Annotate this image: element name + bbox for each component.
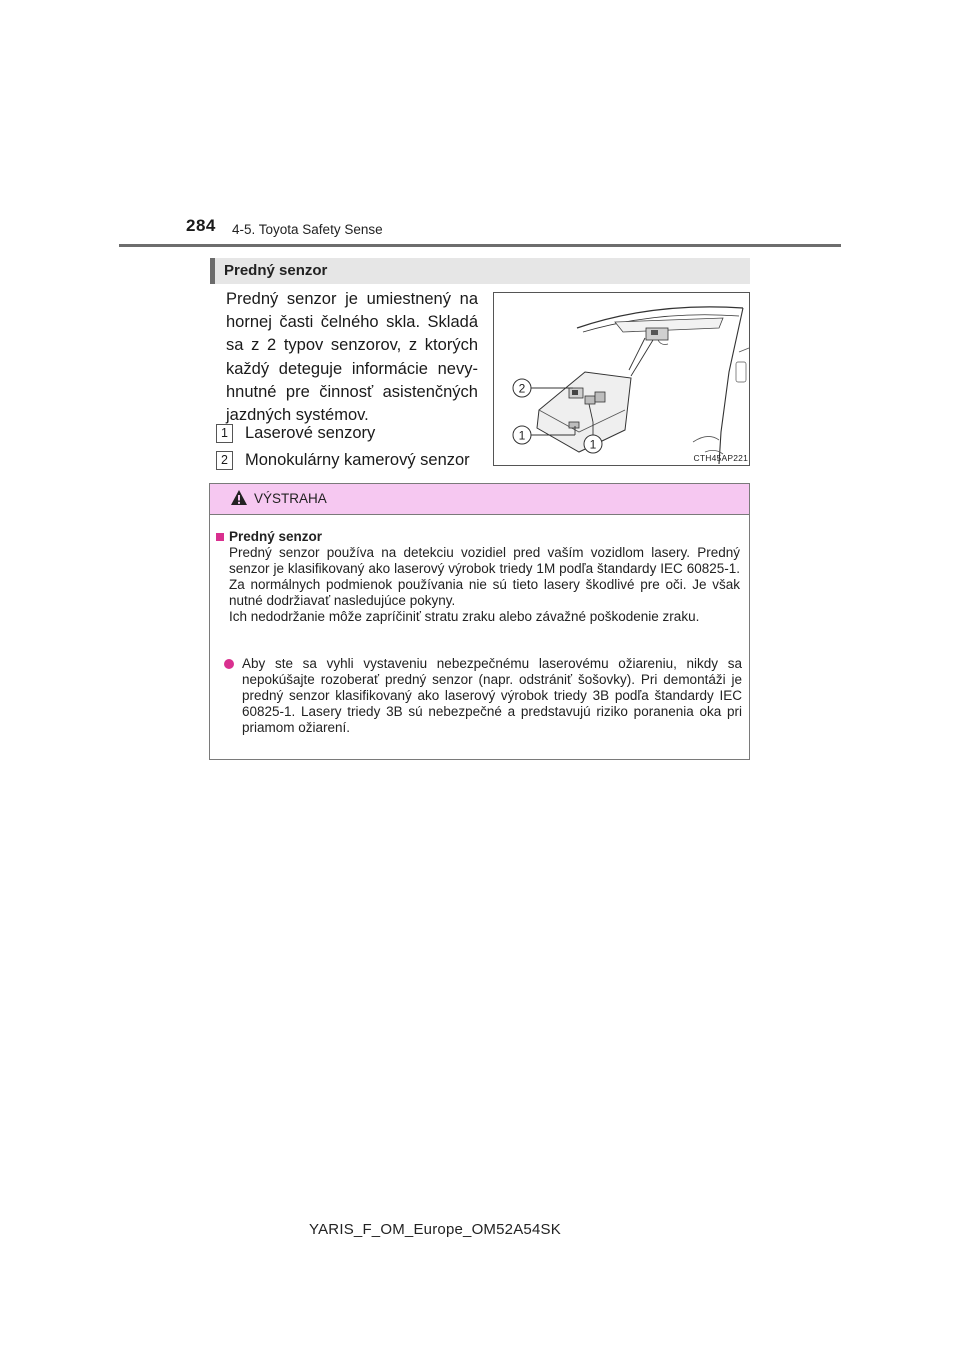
warning-subheading-text: Predný senzor xyxy=(229,529,323,544)
legend-label: Monokulárny kamerový senzor xyxy=(245,451,470,469)
windshield-sensor-drawing xyxy=(493,292,750,466)
round-bullet-icon xyxy=(224,659,234,669)
warning-triangle-icon xyxy=(230,489,248,507)
warning-subheading xyxy=(216,529,322,544)
intro-paragraph: Predný senzor je umiestnený na hornej časti čelného skla. Skladá sa z 2 typov senzorov, z ktorých každý deteguje informácie nevyhnutné pre činnosť asistenčných jazdných systémov. xyxy=(226,290,478,425)
legend-item xyxy=(216,424,375,443)
legend-number: 1 xyxy=(216,424,233,443)
warning-paragraph: Ich nedodržanie môže zapríčiniť stratu zraku alebo závažné poškodenie zraku. xyxy=(229,608,700,624)
callout-label: 1 xyxy=(518,428,526,443)
warning-header xyxy=(210,484,749,515)
section-heading-bar xyxy=(210,258,215,284)
warning-paragraph: Predný senzor používa na detekciu vozidiel pred vaším vozidlom lasery. Predný senzor je klasifikovaný ako laserový výrobok triedy 1M podľa štandardy IEC 60825-1. Za normálnych podmienok používania nie sú tieto lasery škodlivé pre oči. Je však nutné dodržiavať nasledujúce pokyny. xyxy=(229,545,740,608)
sensor-illustration xyxy=(493,292,750,466)
warning-title: VÝSTRAHA xyxy=(254,491,327,506)
running-section-title: 4-5. Toyota Safety Sense xyxy=(232,222,383,237)
page-number: 284 xyxy=(186,216,216,235)
callout-label: 1 xyxy=(589,437,597,452)
warning-body xyxy=(229,545,740,625)
section-heading xyxy=(210,258,750,284)
callout-label: 2 xyxy=(518,381,526,396)
figure-code: CTH45AP221 xyxy=(693,453,748,463)
square-bullet-icon xyxy=(216,533,224,541)
legend-label: Laserové senzory xyxy=(245,424,376,442)
section-heading-text: Predný senzor xyxy=(224,262,328,279)
legend-number: 2 xyxy=(216,451,233,470)
footer-document-code: YARIS_F_OM_Europe_OM52A54SK xyxy=(309,1221,561,1238)
warning-bullet-text: Aby ste sa vyhli vystaveniu nebezpečnému laserovému ožiareniu, nikdy sa nepokúšajte rozoberať predný senzor (napr. odstrániť šošovky). Pri demontáži je predný senzor klasifikovaný ako laserový výrobok triedy 3B podľa štandardy IEC 60825-1. Lasery triedy 3B sú nebezpečné a predstavujú riziko poranenia oka pri priamom ožiarení. xyxy=(242,656,742,736)
legend-item xyxy=(216,451,470,470)
header-rule xyxy=(119,244,841,247)
warning-box xyxy=(209,483,750,760)
